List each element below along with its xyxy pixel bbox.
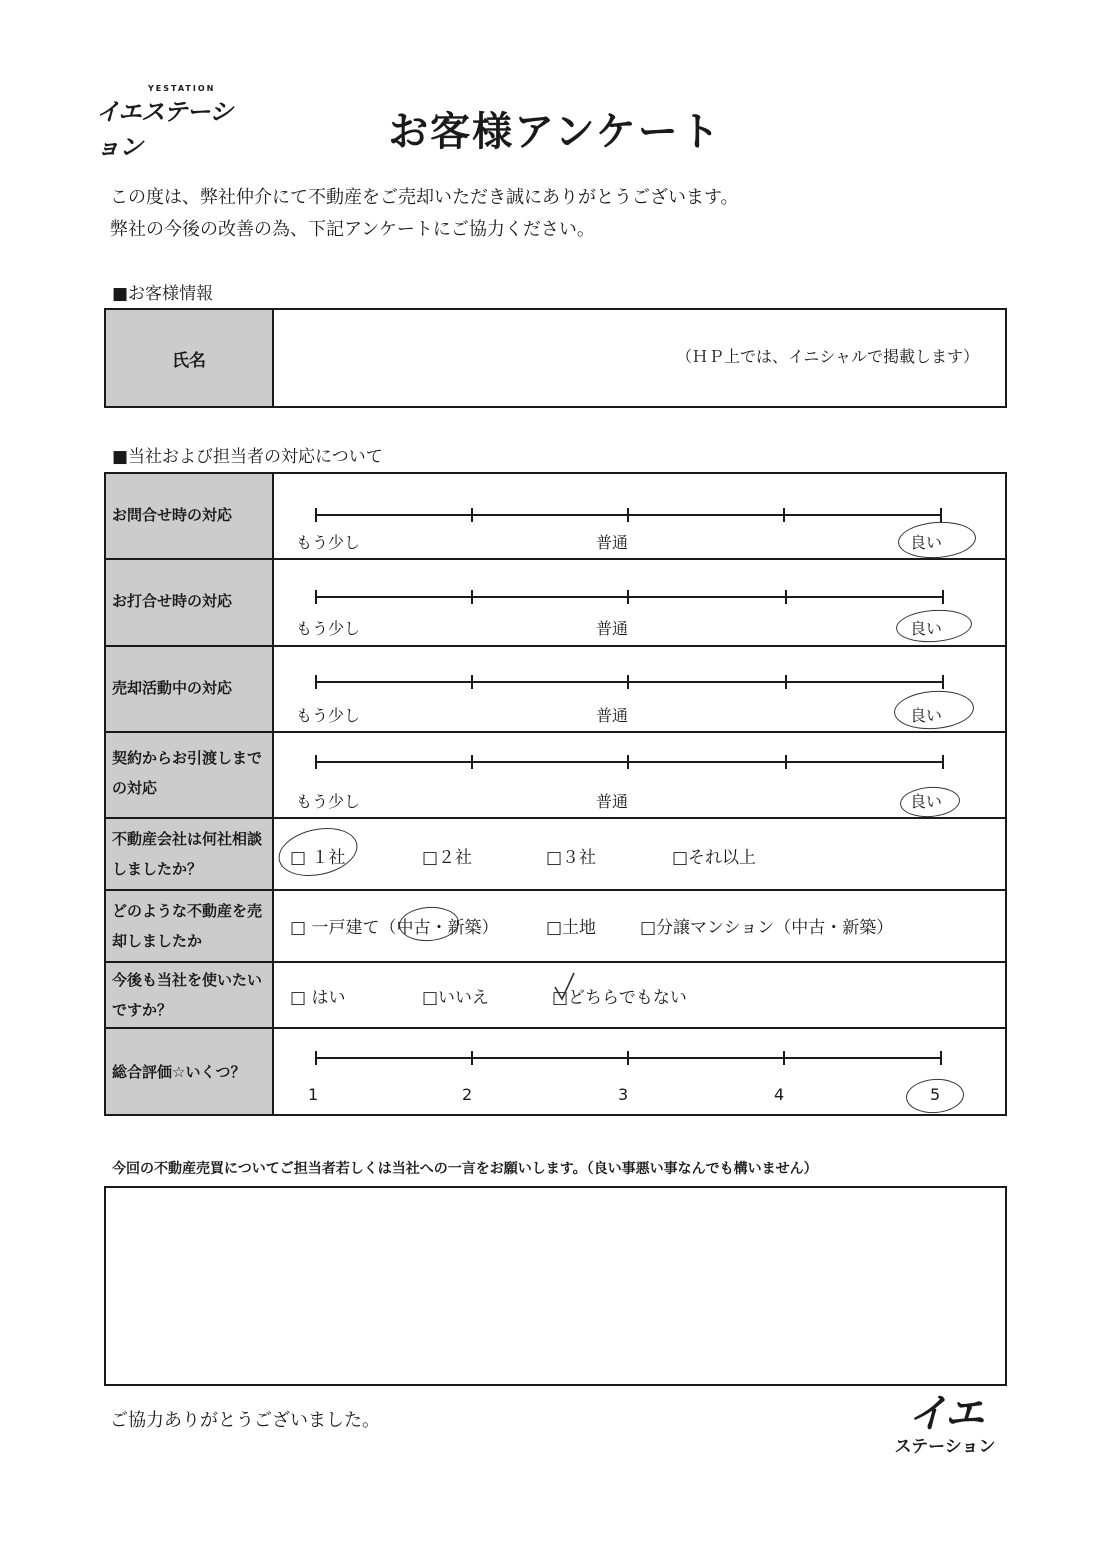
companies-option-3[interactable]: □３社 [546, 848, 597, 868]
scale-tick [627, 1051, 629, 1065]
logo-top-text: イエステーション [96, 98, 233, 161]
scale-tick [785, 590, 787, 604]
property-type-label: どのような不動産を売却しましたか [106, 891, 274, 961]
overall-score-2[interactable]: 2 [462, 1085, 473, 1104]
rating-scale-line [316, 681, 942, 683]
intro-line-1: この度は、弊社仲介にて不動産をご売却いただき誠にありがとうございます。 [110, 187, 739, 208]
scale-row-label: お打合せ時の対応 [106, 560, 274, 645]
scale-tick [627, 755, 629, 769]
property-option-condo[interactable]: □分譲マンション（中古・新築） [640, 918, 894, 938]
evaluation-table [104, 472, 1007, 1116]
scale-tick [785, 675, 787, 689]
overall-rating-row [106, 1029, 1005, 1114]
companies-option-1[interactable]: □ １社 [290, 848, 346, 868]
scale-row-label: お問合せ時の対応 [106, 474, 274, 558]
scale-row-sales-activity [106, 647, 1005, 733]
scale-tick [783, 508, 785, 522]
scale-tick [627, 508, 629, 522]
logo-bottom-main: イエ [907, 1391, 983, 1437]
scale-tick [940, 508, 942, 522]
scale-middle-label[interactable]: 普通 [596, 792, 629, 811]
property-house-used[interactable]: 中古 [396, 918, 431, 938]
scale-tick [315, 675, 317, 689]
overall-score-3[interactable]: 3 [618, 1085, 629, 1104]
scale-tick [627, 590, 629, 604]
scale-tick [942, 755, 944, 769]
selection-circle-mark [893, 688, 975, 731]
companies-option-more[interactable]: □それ以上 [672, 848, 757, 868]
intro-line-2: 弊社の今後の改善の為、下記アンケートにご協力ください。 [110, 219, 595, 240]
scale-middle-label[interactable]: 普通 [596, 706, 629, 725]
intro-text [110, 182, 739, 246]
reuse-option-yes[interactable]: □ はい [290, 988, 346, 1008]
companies-label: 不動産会社は何社相談しましたか？ [106, 819, 274, 889]
overall-score-4[interactable]: 4 [774, 1085, 785, 1104]
property-type-row [106, 891, 1005, 963]
name-field[interactable] [278, 310, 728, 406]
companies-option-2[interactable]: □２社 [422, 848, 473, 868]
reuse-label: 今後も当社を使いたいですか？ [106, 963, 274, 1027]
scale-middle-label[interactable]: 普通 [596, 619, 629, 638]
scale-left-label[interactable]: もう少し [296, 706, 361, 725]
scale-middle-label[interactable]: 普通 [596, 533, 629, 552]
reuse-option-no[interactable]: □いいえ [422, 988, 490, 1008]
overall-score-5[interactable]: 5 [930, 1085, 941, 1104]
selection-circle-mark [905, 1077, 965, 1115]
rating-scale-line [316, 761, 942, 763]
scale-right-label[interactable]: 良い [910, 533, 943, 552]
scale-row-label: 契約からお引渡しまでの対応 [106, 733, 274, 817]
scale-tick [940, 1051, 942, 1065]
property-option-land[interactable]: □土地 [546, 918, 597, 938]
scale-left-label[interactable]: もう少し [296, 792, 361, 811]
scale-right-label[interactable]: 良い [910, 706, 943, 725]
companies-row [106, 819, 1005, 891]
rating-scale-line [316, 596, 942, 598]
scale-right-label[interactable]: 良い [910, 792, 943, 811]
scale-tick [315, 590, 317, 604]
property-house-prefix: □ 一戸建て（ [290, 918, 397, 938]
selection-circle-mark [274, 821, 362, 883]
rating-scale-line [316, 1057, 942, 1059]
scale-row-label: 売却活動中の対応 [106, 647, 274, 731]
name-label: 氏名 [106, 310, 274, 406]
reuse-option-neutral[interactable]: □どちらでもない [552, 988, 687, 1008]
logo-top-subtext: YESTATION [148, 84, 216, 93]
logo-bottom-sub: ステーション [894, 1437, 996, 1457]
checkmark-icon [552, 971, 578, 1001]
scale-tick [471, 508, 473, 522]
comment-field[interactable] [104, 1186, 1007, 1386]
evaluation-section-heading: ■当社および担当者の対応について [112, 447, 383, 467]
customer-section-heading: ■お客様情報 [112, 284, 214, 304]
property-option-house[interactable] [290, 913, 498, 938]
scale-tick [627, 675, 629, 689]
page-title: お客様アンケート [388, 109, 722, 155]
scale-tick [315, 755, 317, 769]
selection-circle-mark [895, 607, 973, 644]
scale-tick [471, 590, 473, 604]
reuse-row [106, 963, 1005, 1029]
overall-score-1[interactable]: 1 [308, 1085, 319, 1104]
thanks-message: ご協力ありがとうございました。 [110, 1410, 380, 1431]
scale-tick [785, 755, 787, 769]
customer-info-table [104, 308, 1007, 408]
scale-left-label[interactable]: もう少し [296, 533, 361, 552]
overall-label: 総合評価☆いくつ？ [106, 1029, 274, 1114]
scale-left-label[interactable]: もう少し [296, 619, 361, 638]
selection-circle-mark [899, 785, 961, 819]
scale-tick [315, 1051, 317, 1065]
scale-tick [783, 1051, 785, 1065]
rating-scale-line [316, 514, 942, 516]
scale-tick [942, 590, 944, 604]
scale-row-inquiry [106, 474, 1005, 560]
scale-tick [315, 508, 317, 522]
scale-tick [471, 1051, 473, 1065]
scale-tick [471, 755, 473, 769]
selection-circle-mark [897, 519, 977, 560]
company-logo-bottom [890, 1392, 1000, 1472]
scale-tick [471, 675, 473, 689]
scale-tick [942, 675, 944, 689]
scale-right-label[interactable]: 良い [910, 619, 943, 638]
comment-prompt: 今回の不動産売買についてご担当者若しくは当社への一言をお願いします。（良い事悪い事なんでも構いません） [112, 1161, 818, 1177]
scale-row-meeting [106, 560, 1005, 647]
property-house-suffix: ・新築） [430, 918, 499, 938]
scale-row-contract-handover [106, 733, 1005, 819]
name-note: （ＨＰ上では、イニシャルで掲載します） [675, 347, 979, 366]
